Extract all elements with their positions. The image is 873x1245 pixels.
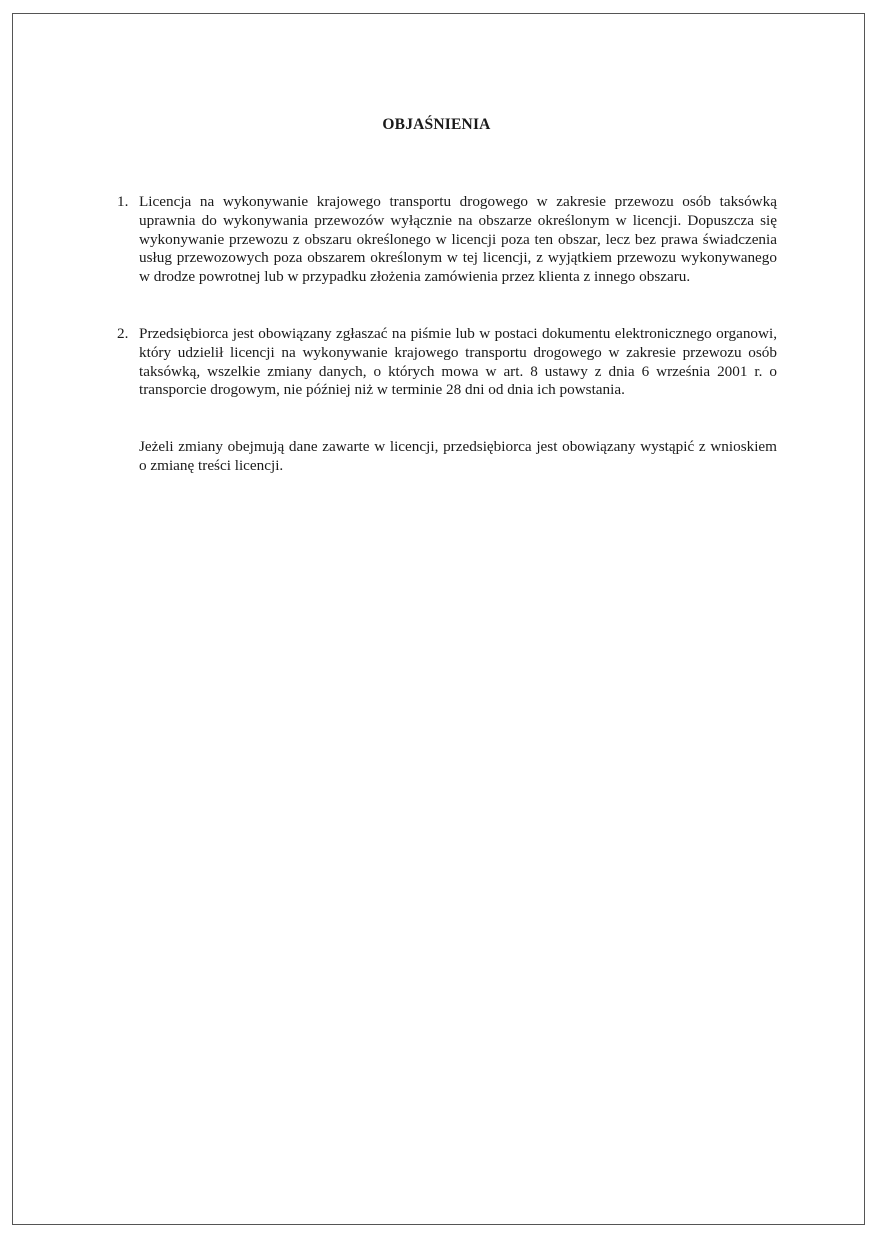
explanation-item-1: [117, 193, 777, 287]
item-number: 2.: [117, 325, 129, 342]
item-number: 1.: [117, 193, 129, 210]
document-title: OBJAŚNIENIA: [382, 116, 491, 133]
explanation-item-2: [117, 325, 777, 400]
item-text: Licencja na wykonywanie krajowego transportu drogowego w zakresie przewozu osób taksówką uprawnia do wykonywania przewozów wyłącznie na obszarze określonym w licencji. Dopuszcza się wykonywanie przewozu z obszaru określonego w licencji poza ten obszar, lecz bez prawa świadczenia usług przewozowych poza obszarem określonym w tej licencji, z wyjątkiem przewozu wykonywanego w drodze powrotnej lub w przypadku złożenia zamówienia przez klienta z innego obszaru.: [139, 193, 777, 286]
followup-paragraph: Jeżeli zmiany obejmują dane zawarte w licencji, przedsiębiorca jest obowiązany wystąpić z wnioskiem o zmianę treści licencji.: [139, 438, 777, 474]
item-text: Przedsiębiorca jest obowiązany zgłaszać na piśmie lub w postaci dokumentu elektronicznego organowi, który udzielił licencji na wykonywanie krajowego transportu drogowego w zakresie przewozu osób taksówką, wszelkie zmiany danych, o których mowa w art. 8 ustawy z dnia 6 września 2001 r. o transporcie drogowym, nie później niż w terminie 28 dni od dnia ich powstania.: [139, 325, 777, 399]
